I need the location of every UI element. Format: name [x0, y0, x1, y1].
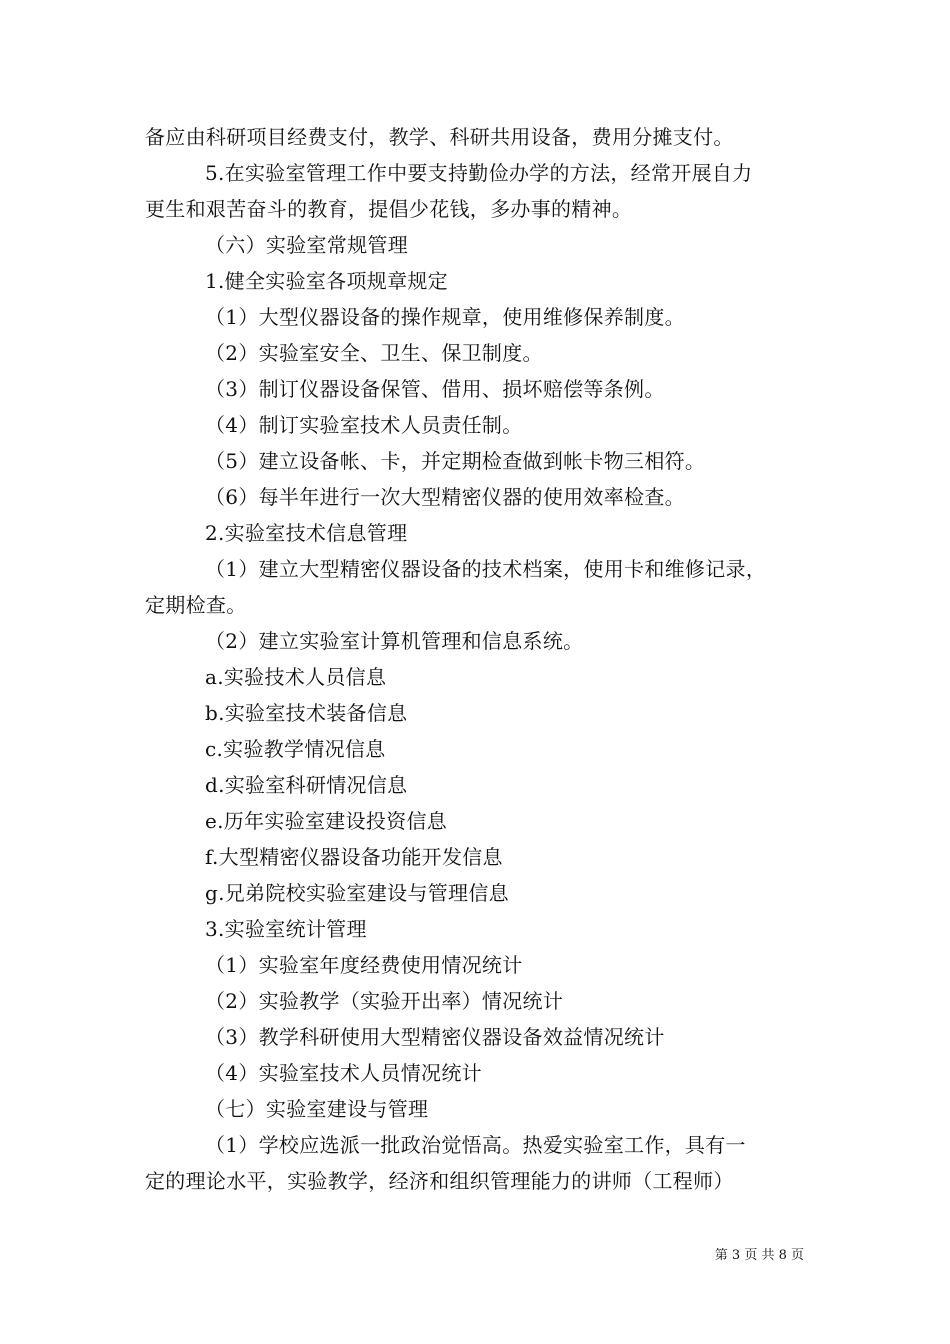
page-number: 第 3 页 共 8 页 — [714, 1248, 804, 1263]
text-line: （1）学校应选派一批政治觉悟高。热爱实验室工作，具有一 — [205, 1133, 746, 1157]
text-line: e.历年实验室建设投资信息 — [205, 809, 448, 833]
text-line: （5）建立设备帐、卡，并定期检查做到帐卡物三相符。 — [205, 449, 706, 473]
text-line: （1）建立大型精密仪器设备的技术档案，使用卡和维修记录， — [205, 557, 767, 581]
text-line: b.实验室技术装备信息 — [205, 701, 408, 725]
text-line: （2）实验教学（实验开出率）情况统计 — [205, 989, 564, 1013]
text-line: （1）实验室年度经费使用情况统计 — [205, 953, 523, 977]
page-footer — [0, 1247, 950, 1265]
text-line: 更生和艰苦奋斗的教育，提倡少花钱，多办事的精神。 — [145, 197, 633, 221]
text-line: （3）制订仪器设备保管、借用、损坏赔偿等条例。 — [205, 377, 665, 401]
text-line: f.大型精密仪器设备功能开发信息 — [205, 845, 503, 869]
text-line: 3.实验室统计管理 — [205, 917, 367, 941]
text-line: 备应由科研项目经费支付，教学、科研共用设备，费用分摊支付。 — [145, 125, 734, 149]
text-line: 5.在实验室管理工作中要支持勤俭办学的方法，经常开展自力 — [205, 161, 753, 185]
text-line: （2）实验室安全、卫生、保卫制度。 — [205, 341, 543, 365]
text-line: （4）制订实验室技术人员责任制。 — [205, 413, 523, 437]
text-line: （4）实验室技术人员情况统计 — [205, 1061, 482, 1085]
text-line: g.兄弟院校实验室建设与管理信息 — [205, 881, 509, 905]
text-line: 1.健全实验室各项规章规定 — [205, 269, 448, 293]
text-line: （2）建立实验室计算机管理和信息系统。 — [205, 629, 584, 653]
text-line: （1）大型仪器设备的操作规章，使用维修保养制度。 — [205, 305, 685, 329]
text-line: a.实验技术人员信息 — [205, 665, 387, 689]
text-line: （6）每半年进行一次大型精密仪器的使用效率检查。 — [205, 485, 685, 509]
text-line: c.实验教学情况信息 — [205, 737, 386, 761]
text-line: 定的理论水平，实验教学，经济和组织管理能力的讲师（工程师） — [145, 1169, 734, 1193]
text-line: 定期检查。 — [145, 593, 247, 617]
text-line: d.实验室科研情况信息 — [205, 773, 408, 797]
text-line: （七）实验室建设与管理 — [205, 1097, 429, 1121]
text-line: （3）教学科研使用大型精密仪器设备效益情况统计 — [205, 1025, 665, 1049]
document-body — [145, 119, 825, 1199]
text-line: （六）实验室常规管理 — [205, 233, 408, 257]
text-line: 2.实验室技术信息管理 — [205, 521, 408, 545]
